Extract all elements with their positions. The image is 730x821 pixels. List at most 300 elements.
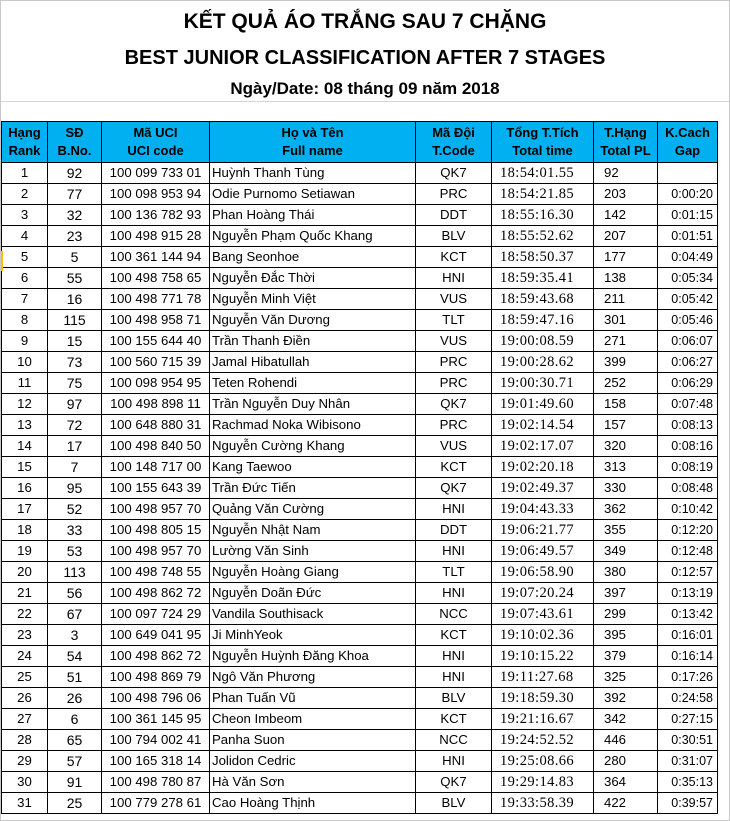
cell-total-time: 19:07:43.61 (492, 604, 594, 625)
cell-full-name: Teten Rohendi (210, 373, 416, 394)
table-row (2, 289, 718, 310)
cell-total-pl: 92 (594, 163, 658, 184)
cell-uci-code: 100 099 733 01 (102, 163, 210, 184)
cell-gap: 0:16:01 (658, 625, 718, 646)
cell-total-time: 19:10:02.36 (492, 625, 594, 646)
cell-gap: 0:30:51 (658, 730, 718, 751)
cell-team-code: BLV (416, 688, 492, 709)
cell-uci-code: 100 498 862 72 (102, 646, 210, 667)
cell-uci-code: 100 779 278 61 (102, 793, 210, 814)
header-team (416, 122, 492, 163)
cell-uci-code: 100 498 915 28 (102, 226, 210, 247)
cell-total-pl: 211 (594, 289, 658, 310)
cell-rank: 25 (2, 667, 48, 688)
cell-full-name: Trần Nguyễn Duy Nhân (210, 394, 416, 415)
cell-total-pl: 349 (594, 541, 658, 562)
cell-rank: 30 (2, 772, 48, 793)
cell-rank: 5 (2, 247, 48, 268)
header-time (492, 122, 594, 163)
header-row (2, 122, 718, 163)
cell-rank: 28 (2, 730, 48, 751)
cell-gap: 0:24:58 (658, 688, 718, 709)
cell-total-time: 19:06:21.77 (492, 520, 594, 541)
cell-full-name: Cao Hoàng Thịnh (210, 793, 416, 814)
cell-full-name: Cheon Imbeom (210, 709, 416, 730)
cell-gap: 0:05:42 (658, 289, 718, 310)
cell-full-name: Bang Seonhoe (210, 247, 416, 268)
cell-uci-code: 100 498 957 70 (102, 541, 210, 562)
cell-gap: 0:06:07 (658, 331, 718, 352)
cell-team-code: PRC (416, 352, 492, 373)
cell-uci-code: 100 498 957 70 (102, 499, 210, 520)
table-row (2, 541, 718, 562)
header-uci-en: UCI code (127, 143, 184, 158)
cell-gap: 0:01:51 (658, 226, 718, 247)
cell-uci-code: 100 498 748 55 (102, 562, 210, 583)
cell-total-pl: 252 (594, 373, 658, 394)
cell-team-code: HNI (416, 499, 492, 520)
table-row (2, 163, 718, 184)
title-vietnamese: KẾT QUẢ ÁO TRẮNG SAU 7 CHẶNG (183, 10, 547, 33)
cell-gap: 0:13:42 (658, 604, 718, 625)
cell-rank: 22 (2, 604, 48, 625)
cell-bib: 6 (48, 709, 102, 730)
cell-uci-code: 100 498 958 71 (102, 310, 210, 331)
cell-total-time: 19:01:49.60 (492, 394, 594, 415)
cell-total-pl: 342 (594, 709, 658, 730)
cell-uci-code: 100 498 780 87 (102, 772, 210, 793)
cell-gap: 0:16:14 (658, 646, 718, 667)
cell-team-code: HNI (416, 268, 492, 289)
cell-full-name: Phan Hoàng Thái (210, 205, 416, 226)
cell-uci-code: 100 648 880 31 (102, 415, 210, 436)
cell-total-pl: 177 (594, 247, 658, 268)
cell-rank: 31 (2, 793, 48, 814)
cell-rank: 1 (2, 163, 48, 184)
cell-uci-code: 100 498 862 72 (102, 583, 210, 604)
cell-uci-code: 100 098 953 94 (102, 184, 210, 205)
table-row (2, 352, 718, 373)
cell-rank: 2 (2, 184, 48, 205)
header-time-en: Total time (512, 143, 573, 158)
cell-team-code: PRC (416, 415, 492, 436)
table-row (2, 688, 718, 709)
cell-total-time: 19:25:08.66 (492, 751, 594, 772)
cell-total-time: 19:02:20.18 (492, 457, 594, 478)
results-table (1, 121, 718, 814)
cell-total-pl: 362 (594, 499, 658, 520)
table-row (2, 667, 718, 688)
cell-total-time: 19:06:58.90 (492, 562, 594, 583)
table-row (2, 730, 718, 751)
cell-total-pl: 397 (594, 583, 658, 604)
cell-full-name: Huỳnh Thanh Tùng (210, 163, 416, 184)
header-team-en: T.Code (432, 143, 475, 158)
cell-bib: 32 (48, 205, 102, 226)
cell-uci-code: 100 649 041 95 (102, 625, 210, 646)
cell-team-code: KCT (416, 457, 492, 478)
cell-gap: 0:01:15 (658, 205, 718, 226)
cell-rank: 14 (2, 436, 48, 457)
cell-team-code: HNI (416, 667, 492, 688)
cell-rank: 4 (2, 226, 48, 247)
header-total-pl-vi: T.Hạng (604, 125, 647, 140)
table-row (2, 373, 718, 394)
cell-bib: 54 (48, 646, 102, 667)
cell-bib: 92 (48, 163, 102, 184)
cell-bib: 113 (48, 562, 102, 583)
selected-row-marker (1, 251, 3, 271)
cell-total-time: 19:10:15.22 (492, 646, 594, 667)
cell-team-code: KCT (416, 709, 492, 730)
cell-gap (658, 163, 718, 184)
cell-team-code: QK7 (416, 394, 492, 415)
cell-total-time: 18:54:01.55 (492, 163, 594, 184)
cell-uci-code: 100 148 717 00 (102, 457, 210, 478)
cell-gap: 0:17:26 (658, 667, 718, 688)
cell-bib: 7 (48, 457, 102, 478)
empty-row (1, 101, 729, 122)
cell-uci-code: 100 560 715 39 (102, 352, 210, 373)
cell-rank: 18 (2, 520, 48, 541)
date-line: Ngày/Date: 08 tháng 09 năm 2018 (230, 79, 500, 98)
cell-bib: 72 (48, 415, 102, 436)
cell-uci-code: 100 498 898 11 (102, 394, 210, 415)
header-rank (2, 122, 48, 163)
cell-total-pl: 380 (594, 562, 658, 583)
cell-team-code: HNI (416, 541, 492, 562)
cell-uci-code: 100 794 002 41 (102, 730, 210, 751)
header-total-pl-en: Total PL (600, 143, 651, 158)
cell-total-time: 19:00:08.59 (492, 331, 594, 352)
cell-gap: 0:39:57 (658, 793, 718, 814)
cell-bib: 75 (48, 373, 102, 394)
cell-gap: 0:13:19 (658, 583, 718, 604)
cell-team-code: QK7 (416, 772, 492, 793)
cell-total-pl: 313 (594, 457, 658, 478)
header-uci (102, 122, 210, 163)
cell-team-code: HNI (416, 751, 492, 772)
cell-bib: 23 (48, 226, 102, 247)
table-row (2, 184, 718, 205)
cell-gap: 0:06:27 (658, 352, 718, 373)
cell-gap: 0:12:57 (658, 562, 718, 583)
cell-uci-code: 100 498 805 15 (102, 520, 210, 541)
cell-total-pl: 395 (594, 625, 658, 646)
cell-bib: 77 (48, 184, 102, 205)
cell-total-time: 18:59:35.41 (492, 268, 594, 289)
cell-bib: 15 (48, 331, 102, 352)
cell-team-code: TLT (416, 562, 492, 583)
cell-rank: 12 (2, 394, 48, 415)
cell-uci-code: 100 098 954 95 (102, 373, 210, 394)
cell-total-pl: 301 (594, 310, 658, 331)
cell-full-name: Lường Văn Sinh (210, 541, 416, 562)
cell-full-name: Jamal Hibatullah (210, 352, 416, 373)
cell-total-pl: 142 (594, 205, 658, 226)
cell-full-name: Vandila Southisack (210, 604, 416, 625)
cell-bib: 52 (48, 499, 102, 520)
header-name-en: Full name (282, 143, 343, 158)
cell-full-name: Trần Đức Tiến (210, 478, 416, 499)
title-english: BEST JUNIOR CLASSIFICATION AFTER 7 STAGES (124, 47, 606, 69)
cell-gap: 0:12:20 (658, 520, 718, 541)
cell-bib: 51 (48, 667, 102, 688)
cell-gap: 0:10:42 (658, 499, 718, 520)
cell-total-time: 19:02:49.37 (492, 478, 594, 499)
cell-gap: 0:05:46 (658, 310, 718, 331)
cell-full-name: Nguyễn Phạm Quốc Khang (210, 226, 416, 247)
header-total-pl (594, 122, 658, 163)
cell-total-pl: 379 (594, 646, 658, 667)
cell-total-pl: 138 (594, 268, 658, 289)
cell-total-time: 18:59:47.16 (492, 310, 594, 331)
header-name (210, 122, 416, 163)
cell-uci-code: 100 498 771 78 (102, 289, 210, 310)
cell-rank: 8 (2, 310, 48, 331)
cell-total-pl: 446 (594, 730, 658, 751)
cell-full-name: Nguyễn Hoàng Giang (210, 562, 416, 583)
cell-uci-code: 100 361 144 94 (102, 247, 210, 268)
table-row (2, 394, 718, 415)
cell-full-name: Nguyễn Đắc Thời (210, 268, 416, 289)
cell-gap: 0:35:13 (658, 772, 718, 793)
header-time-vi: Tổng T.Tích (506, 125, 579, 140)
cell-gap: 0:27:15 (658, 709, 718, 730)
cell-total-time: 18:59:43.68 (492, 289, 594, 310)
table-row (2, 709, 718, 730)
cell-total-time: 19:11:27.68 (492, 667, 594, 688)
table-row (2, 205, 718, 226)
cell-uci-code: 100 498 796 06 (102, 688, 210, 709)
cell-team-code: DDT (416, 205, 492, 226)
cell-total-time: 19:00:28.62 (492, 352, 594, 373)
results-body (2, 163, 718, 814)
cell-total-time: 19:33:58.39 (492, 793, 594, 814)
cell-total-pl: 157 (594, 415, 658, 436)
cell-rank: 13 (2, 415, 48, 436)
cell-uci-code: 100 155 643 39 (102, 478, 210, 499)
cell-rank: 9 (2, 331, 48, 352)
cell-team-code: KCT (416, 247, 492, 268)
header-rank-vi: Hạng (8, 125, 41, 140)
cell-total-time: 19:06:49.57 (492, 541, 594, 562)
cell-total-time: 19:29:14.83 (492, 772, 594, 793)
cell-gap: 0:31:07 (658, 751, 718, 772)
table-row (2, 331, 718, 352)
header-bib-en: B.No. (57, 143, 92, 158)
cell-bib: 73 (48, 352, 102, 373)
cell-full-name: Nguyễn Văn Dương (210, 310, 416, 331)
cell-uci-code: 100 165 318 14 (102, 751, 210, 772)
cell-gap: 0:08:13 (658, 415, 718, 436)
cell-team-code: PRC (416, 184, 492, 205)
table-row (2, 499, 718, 520)
cell-bib: 25 (48, 793, 102, 814)
cell-full-name: Hà Văn Sơn (210, 772, 416, 793)
header-bib (48, 122, 102, 163)
table-row (2, 457, 718, 478)
cell-gap: 0:07:48 (658, 394, 718, 415)
cell-full-name: Jolidon Cedric (210, 751, 416, 772)
cell-rank: 19 (2, 541, 48, 562)
cell-bib: 115 (48, 310, 102, 331)
cell-total-pl: 280 (594, 751, 658, 772)
cell-full-name: Odie Purnomo Setiawan (210, 184, 416, 205)
cell-team-code: TLT (416, 310, 492, 331)
cell-bib: 33 (48, 520, 102, 541)
header-team-vi: Mã Đội (432, 125, 475, 140)
table-row (2, 310, 718, 331)
cell-bib: 91 (48, 772, 102, 793)
cell-team-code: VUS (416, 289, 492, 310)
cell-gap: 0:05:34 (658, 268, 718, 289)
cell-rank: 20 (2, 562, 48, 583)
cell-uci-code: 100 498 758 65 (102, 268, 210, 289)
table-row (2, 625, 718, 646)
cell-bib: 26 (48, 688, 102, 709)
cell-team-code: HNI (416, 646, 492, 667)
cell-team-code: NCC (416, 730, 492, 751)
table-row (2, 583, 718, 604)
cell-bib: 95 (48, 478, 102, 499)
cell-total-time: 18:54:21.85 (492, 184, 594, 205)
cell-total-time: 19:02:14.54 (492, 415, 594, 436)
cell-full-name: Ngô Văn Phương (210, 667, 416, 688)
cell-gap: 0:06:29 (658, 373, 718, 394)
cell-bib: 17 (48, 436, 102, 457)
cell-full-name: Nguyễn Nhật Nam (210, 520, 416, 541)
cell-full-name: Phan Tuấn Vũ (210, 688, 416, 709)
cell-gap: 0:08:48 (658, 478, 718, 499)
cell-uci-code: 100 361 145 95 (102, 709, 210, 730)
cell-bib: 57 (48, 751, 102, 772)
cell-total-pl: 299 (594, 604, 658, 625)
cell-total-pl: 158 (594, 394, 658, 415)
cell-rank: 29 (2, 751, 48, 772)
cell-team-code: DDT (416, 520, 492, 541)
cell-total-time: 19:00:30.71 (492, 373, 594, 394)
cell-team-code: QK7 (416, 163, 492, 184)
cell-total-pl: 325 (594, 667, 658, 688)
cell-total-time: 19:07:20.24 (492, 583, 594, 604)
cell-bib: 56 (48, 583, 102, 604)
cell-rank: 24 (2, 646, 48, 667)
cell-full-name: Nguyễn Doãn Đức (210, 583, 416, 604)
cell-total-pl: 330 (594, 478, 658, 499)
table-row (2, 436, 718, 457)
cell-rank: 16 (2, 478, 48, 499)
cell-gap: 0:08:19 (658, 457, 718, 478)
cell-bib: 5 (48, 247, 102, 268)
cell-rank: 6 (2, 268, 48, 289)
cell-rank: 26 (2, 688, 48, 709)
cell-full-name: Nguyễn Cường Khang (210, 436, 416, 457)
cell-uci-code: 100 155 644 40 (102, 331, 210, 352)
cell-total-pl: 392 (594, 688, 658, 709)
cell-total-pl: 207 (594, 226, 658, 247)
cell-team-code: BLV (416, 793, 492, 814)
table-row (2, 646, 718, 667)
cell-uci-code: 100 498 840 50 (102, 436, 210, 457)
header-bib-vi: SĐ (65, 125, 84, 140)
cell-team-code: QK7 (416, 478, 492, 499)
header-rank-en: Rank (8, 143, 41, 158)
cell-rank: 17 (2, 499, 48, 520)
cell-team-code: HNI (416, 583, 492, 604)
cell-full-name: Ji MinhYeok (210, 625, 416, 646)
cell-total-time: 19:02:17.07 (492, 436, 594, 457)
cell-gap: 0:04:49 (658, 247, 718, 268)
table-row (2, 562, 718, 583)
cell-total-time: 19:18:59.30 (492, 688, 594, 709)
cell-bib: 55 (48, 268, 102, 289)
cell-gap: 0:08:16 (658, 436, 718, 457)
cell-uci-code: 100 097 724 29 (102, 604, 210, 625)
cell-rank: 27 (2, 709, 48, 730)
table-row (2, 415, 718, 436)
cell-team-code: NCC (416, 604, 492, 625)
cell-total-time: 19:04:43.33 (492, 499, 594, 520)
cell-rank: 23 (2, 625, 48, 646)
cell-full-name: Nguyễn Minh Việt (210, 289, 416, 310)
cell-team-code: PRC (416, 373, 492, 394)
cell-full-name: Panha Suon (210, 730, 416, 751)
header-gap-vi: K.Cach (665, 125, 710, 140)
cell-bib: 65 (48, 730, 102, 751)
table-row (2, 793, 718, 814)
cell-rank: 21 (2, 583, 48, 604)
header-gap (658, 122, 718, 163)
header-uci-vi: Mã UCI (133, 125, 178, 140)
table-row (2, 247, 718, 268)
cell-total-time: 19:21:16.67 (492, 709, 594, 730)
cell-team-code: VUS (416, 331, 492, 352)
cell-bib: 16 (48, 289, 102, 310)
cell-team-code: BLV (416, 226, 492, 247)
cell-total-time: 18:55:16.30 (492, 205, 594, 226)
cell-total-time: 18:58:50.37 (492, 247, 594, 268)
table-row (2, 751, 718, 772)
cell-rank: 15 (2, 457, 48, 478)
cell-total-pl: 320 (594, 436, 658, 457)
table-row (2, 268, 718, 289)
table-row (2, 226, 718, 247)
table-row (2, 478, 718, 499)
cell-total-time: 18:55:52.62 (492, 226, 594, 247)
cell-total-pl: 271 (594, 331, 658, 352)
cell-uci-code: 100 136 782 93 (102, 205, 210, 226)
cell-bib: 3 (48, 625, 102, 646)
cell-rank: 10 (2, 352, 48, 373)
cell-total-time: 19:24:52.52 (492, 730, 594, 751)
cell-total-pl: 203 (594, 184, 658, 205)
table-row (2, 772, 718, 793)
header-name-vi: Họ và Tên (281, 125, 344, 140)
cell-full-name: Nguyễn Huỳnh Đăng Khoa (210, 646, 416, 667)
cell-rank: 11 (2, 373, 48, 394)
cell-full-name: Quảng Văn Cường (210, 499, 416, 520)
cell-full-name: Trần Thanh Điền (210, 331, 416, 352)
cell-bib: 67 (48, 604, 102, 625)
cell-total-pl: 422 (594, 793, 658, 814)
cell-bib: 53 (48, 541, 102, 562)
cell-team-code: KCT (416, 625, 492, 646)
cell-uci-code: 100 498 869 79 (102, 667, 210, 688)
cell-gap: 0:00:20 (658, 184, 718, 205)
cell-total-pl: 399 (594, 352, 658, 373)
cell-full-name: Rachmad Noka Wibisono (210, 415, 416, 436)
